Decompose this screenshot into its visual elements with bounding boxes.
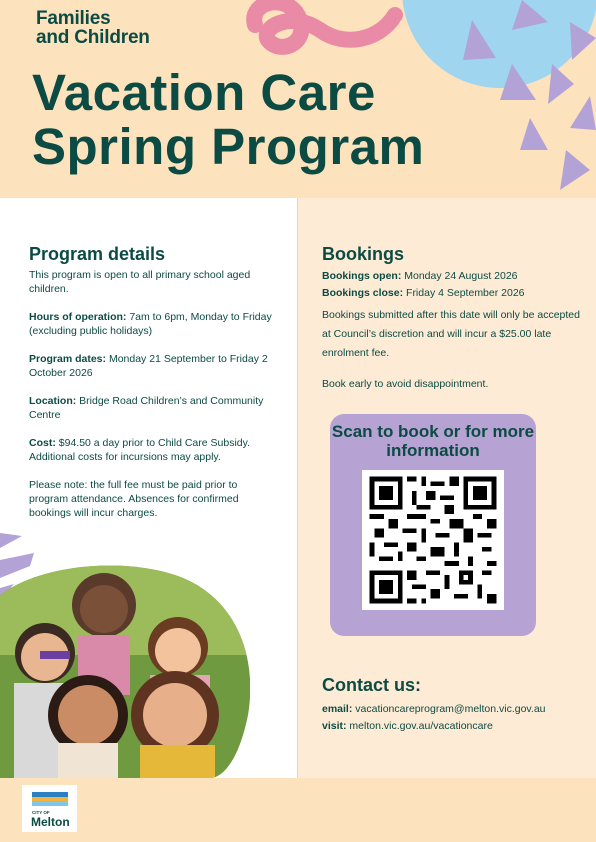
cost-text <box>29 436 279 464</box>
bookings-heading: Bookings <box>322 244 405 264</box>
book-early-note: Book early to avoid disappointment. <box>322 378 489 390</box>
dates-value: Monday 21 September to Friday 2 October 2026 <box>29 353 268 379</box>
header <box>0 0 596 198</box>
bookings-panel <box>298 198 596 778</box>
brand-wordmark <box>36 9 150 47</box>
cost-value: $94.50 a day prior to Child Care Subsidy. Additional costs for incursions may apply. <box>29 437 251 463</box>
intro-text: This program is open to all primary school aged children. <box>29 269 251 295</box>
program-details-heading: Program details <box>29 244 166 264</box>
bookings-section <box>322 244 584 394</box>
cost-label: Cost: <box>29 437 56 449</box>
hours-text <box>29 310 279 338</box>
location-label: Location: <box>29 395 77 407</box>
title-line-1: Vacation Care <box>32 64 376 121</box>
bookings-open-value: Monday 24 August 2026 <box>401 270 518 282</box>
visit-label: visit: <box>322 720 347 732</box>
dates-label: Program dates: <box>29 353 107 365</box>
email-label: email: <box>322 703 353 715</box>
website-link[interactable]: melton.vic.gov.au/vacationcare <box>346 720 493 732</box>
svg-text:CITY OF: CITY OF <box>32 810 50 815</box>
contact-section <box>322 675 590 735</box>
qr-title: Scan to book or for more information <box>331 422 535 460</box>
children-photo <box>0 565 250 778</box>
program-details <box>29 244 279 534</box>
program-details-panel <box>0 198 298 778</box>
contact-website <box>322 718 590 735</box>
hours-label: Hours of operation: <box>29 311 127 323</box>
fee-note: Please note: the full fee must be paid prior to program attendance. Absences for confirmed bookings will incur charges. <box>29 479 239 519</box>
contact-email <box>322 701 590 718</box>
bookings-open-label: Bookings open: <box>322 270 402 282</box>
melton-logo-mark <box>22 785 77 832</box>
hours-value: 7am to 6pm, Monday to Friday (excluding public holidays) <box>29 311 272 337</box>
title-line-2: Spring Program <box>32 118 425 175</box>
qr-card <box>330 414 536 636</box>
page-title <box>32 66 424 174</box>
late-fee-note: Bookings submitted after this date will only be accepted at Council’s discretion and will incur a $25.00 late enrolment fee. <box>322 309 580 359</box>
bookings-open <box>322 268 584 285</box>
dates-text <box>29 352 279 380</box>
bookings-close <box>322 285 584 302</box>
bookings-close-value: Friday 4 September 2026 <box>403 287 525 299</box>
location-value: Bridge Road Children’s and Community Centre <box>29 395 264 421</box>
bookings-close-label: Bookings close: <box>322 287 404 299</box>
footer <box>0 778 596 842</box>
brand-line-1: Families <box>36 8 111 29</box>
location-text <box>29 394 279 422</box>
qr-code[interactable] <box>362 470 504 610</box>
contact-heading: Contact us: <box>322 675 421 695</box>
qr-code-image <box>364 472 502 608</box>
city-of-melton-logo <box>22 785 77 832</box>
svg-text:Melton: Melton <box>31 815 70 829</box>
brand-line-2: and Children <box>36 27 150 48</box>
email-link[interactable]: vacationcareprogram@melton.vic.gov.au <box>352 703 546 715</box>
